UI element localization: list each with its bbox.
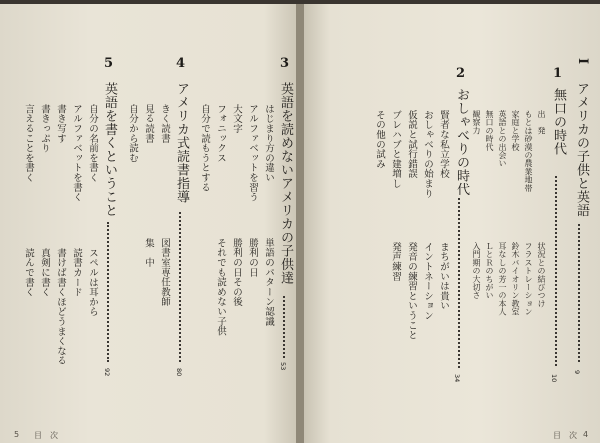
chapter2-item: おしゃべりの始まり — [422, 110, 433, 199]
left-footer-label: 目 次 — [34, 431, 58, 440]
chapter5-item: 書けば書くほどうまくなる — [55, 248, 66, 366]
chapter1-title: 無口の時代 — [551, 88, 566, 156]
chapter4-title: アメリカ式読書指導 — [174, 82, 189, 204]
chapter5-item: スペルは耳から — [87, 248, 98, 317]
chapter1-item: 出 発 — [537, 110, 546, 135]
chapter5-item: 書きっぷり — [39, 104, 50, 153]
chapter5-leader — [107, 222, 109, 362]
chapter1-item: フラストレーション — [524, 242, 533, 316]
chapter4-item: 見る読書 — [143, 104, 154, 144]
chapter1-leader — [555, 176, 557, 366]
chapter5-item: 真剣に書く — [39, 248, 50, 297]
chapter1-item: 家庭と学校 — [511, 110, 520, 151]
chapter1-item: 耳なしの芳一の本人 — [498, 242, 507, 316]
chapter4-item: 集 中 — [143, 238, 154, 268]
chapter2-page: 34 — [453, 374, 461, 383]
chapter2-item: 発声練習 — [390, 242, 401, 282]
chapter1-item: もとは砂漠の農業地帯 — [524, 110, 533, 192]
chapter2-item: まちがいは貴い — [438, 242, 449, 311]
left-page — [0, 4, 300, 443]
chapter4-leader — [179, 212, 181, 362]
chapter5-item: 書き写す — [55, 104, 66, 144]
chapter2-item: イントネーション — [422, 242, 433, 321]
chapter3-page: 53 — [279, 362, 287, 371]
chapter5-item: アルファベットを書く — [71, 104, 82, 202]
chapter2-number: 2 — [453, 66, 468, 81]
chapter3-item: 単語のパターン認識 — [263, 238, 274, 327]
left-footer-page-number: 5 — [14, 430, 20, 439]
right-footer-label: 目 次 — [553, 431, 577, 440]
chapter3-item: 自分で読もうとする — [199, 104, 210, 193]
chapter2-leader — [458, 198, 460, 368]
chapter1-item: 無口の時代 — [485, 110, 494, 151]
right-footer-page-number: 4 — [583, 430, 589, 439]
chapter1-item: 状況との結びつけ — [537, 242, 546, 308]
chapter1-page: 10 — [550, 374, 558, 383]
chapter3-item: はじまり方の違い — [263, 104, 274, 183]
chapter3-item: アルファベットを習う — [247, 104, 258, 202]
chapter2-item: 仮説と試行錯誤 — [406, 110, 417, 179]
chapter5-number: 5 — [101, 56, 116, 71]
chapter1-item: 観察力 — [472, 110, 481, 135]
chapter4-page: 80 — [175, 368, 183, 377]
chapter3-title: 英語を読めないアメリカの子供達 — [278, 82, 293, 285]
chapter4-number: 4 — [173, 56, 188, 71]
chapter3-item: フォニックス — [215, 104, 226, 163]
part1-number: I — [575, 58, 590, 65]
chapter5-item: 自分の名前を書く — [87, 104, 98, 183]
chapter3-item: 勝利の日その後 — [231, 238, 242, 307]
book-gutter — [296, 4, 304, 443]
chapter3-number: 3 — [277, 56, 292, 71]
chapter2-title: おしゃべりの時代 — [454, 88, 469, 196]
chapter4-item: 自分から読む — [127, 104, 138, 163]
chapter3-leader — [283, 296, 285, 358]
chapter2-item: 賢者な私立学校 — [438, 110, 449, 179]
chapter3-item: それでも読めない子供 — [215, 238, 226, 336]
part1-leader — [578, 224, 580, 362]
chapter1-number: 1 — [550, 66, 565, 81]
chapter5-item: 読んで書く — [23, 248, 34, 297]
chapter5-item: 読書カード — [71, 248, 82, 297]
chapter3-item: 大文字 — [231, 104, 242, 134]
chapter1-item: 英語との出会い — [498, 110, 507, 168]
chapter2-item: ブレハブと建増し — [390, 110, 401, 189]
chapter4-item: 図書室専任教師 — [159, 238, 170, 307]
chapter1-item: ＬとＲのちがい — [485, 242, 494, 300]
chapter5-page: 92 — [103, 368, 111, 377]
part1-title: アメリカの子供と英語 — [574, 82, 589, 217]
chapter5-item: 言えることを書く — [23, 104, 34, 183]
chapter1-item: 鈴木バイオリン教室 — [511, 242, 520, 316]
chapter4-item: きく読書 — [159, 104, 170, 144]
chapter2-item: 発音の練習ということ — [406, 242, 417, 340]
chapter2-item: その他の試み — [374, 110, 385, 169]
chapter5-title: 英語を書くということ — [102, 82, 117, 217]
chapter3-item: 勝利の日 — [247, 238, 258, 278]
part1-page: 9 — [573, 370, 581, 375]
chapter1-item: 入門期の大切さ — [472, 242, 481, 300]
